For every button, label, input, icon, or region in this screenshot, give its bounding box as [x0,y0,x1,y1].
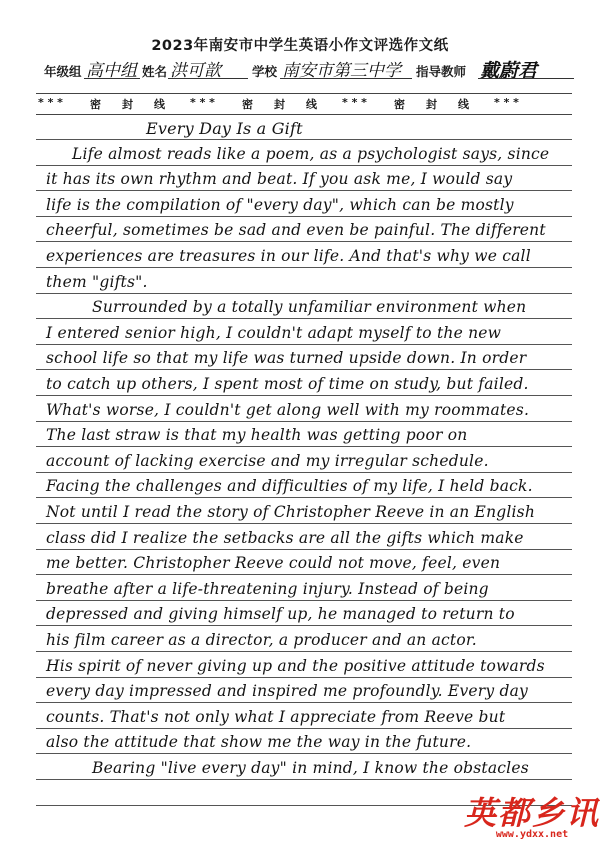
ruled-line [36,421,572,422]
essay-line: me better. Christopher Reeve could not move, feel, even [46,554,501,573]
seal-char-xian: 线 [154,98,165,111]
essay-line: Life almost reads like a poem, as a psychologist says, since [72,144,550,163]
seal-char-xian: 线 [458,98,469,111]
school-underline [280,78,412,79]
seal-char-mi: 密 [394,98,405,111]
essay-line: The last straw is that my health was getting poor on [46,426,468,445]
essay-line: I entered senior high, I couldn't adapt myself to the new [46,323,502,342]
seal-char-feng: 封 [426,98,437,111]
ruled-line [36,293,572,294]
ruled-line [36,753,572,754]
teacher-value: 戴蔚君 [480,60,538,82]
grade-underline [84,78,140,79]
essay-line: life is the compilation of "every day", which can be mostly [46,195,514,214]
ruled-line [36,497,572,498]
essay-line: cheerful, sometimes be sad and even be painful. The different [46,221,546,240]
essay-line: Surrounded by a totally unfamiliar environment when [92,298,527,317]
info-row [44,56,574,82]
essay-line: depressed and giving himself up, he managed to return to [46,605,515,624]
essay-line: also the attitude that show me the way in the future. [46,733,472,752]
watermark-url: www.ydxx.net [495,829,569,840]
ruled-line [36,702,572,703]
seal-char-mi: 密 [90,98,101,111]
essay-line: counts. That's not only what I appreciate from Reeve but [46,707,506,726]
essay-line: to catch up others, I spent most of time on study, but failed. [46,375,529,393]
ruled-line [36,728,572,729]
ruled-line [36,318,572,319]
seal-char-xian: 线 [306,98,317,111]
ruled-line [36,600,572,601]
grade-value: 高中组 [86,61,137,81]
seal-char-feng: 封 [274,98,285,111]
seal-char-mi: 密 [242,98,253,111]
essay-line: his film career as a director, a producer and an actor. [46,631,477,649]
name-label: 姓名 [142,64,168,79]
essay-line: school life so that my life was turned upside down. In order [46,349,527,368]
ruled-line [36,395,572,396]
name-value: 洪可歆 [170,61,221,81]
grade-label: 年级组 [44,64,82,79]
ruled-line [36,677,572,678]
essay-line: every day impressed and inspired me profoundly. Every day [46,682,528,701]
teacher-underline [478,78,574,79]
page-title: 2023年南安市中学生英语小作文评选作文纸 [151,38,449,54]
ruled-line [36,523,572,524]
seal-stars: * * * [38,96,63,109]
ruled-line [36,369,572,370]
ruled-line [36,344,572,345]
ruled-line [36,574,572,575]
ruled-line [36,549,572,550]
ruled-line [36,241,572,242]
essay-line: account of lacking exercise and my irregular schedule. [46,451,489,470]
teacher-label: 指导教师 [416,64,467,79]
ruled-line [36,216,572,217]
ruled-line [36,472,572,473]
essay-line: it has its own rhythm and beat. If you ask me, I would say [46,170,513,189]
essay-line: class did I realize the setbacks are all the gifts which make [46,528,524,547]
ruled-line [36,625,572,626]
seal-rule-top [36,93,572,94]
essay-title: Every Day Is a Gift [146,119,303,138]
seal-stars: * * * [190,96,215,109]
seal-char-feng: 封 [122,98,133,111]
ruled-line [36,651,572,652]
essay-line: Bearing "live every day" in mind, I know the obstacles [92,759,529,777]
school-value: 南安市第三中学 [282,61,401,81]
watermark-text: 英都乡讯 [463,794,600,832]
ruled-line [36,139,572,140]
ruled-line [36,267,572,268]
essay-line: breathe after a life-threatening injury. Instead of being [46,579,489,598]
name-underline [168,78,248,79]
essay-line: Not until I read the story of Christopher Reeve in an English [46,503,536,521]
seal-stars: * * * [342,96,367,109]
ruled-line [36,190,572,191]
seal-line [38,96,572,110]
seal-rule-bottom [36,114,572,115]
essay-line: His spirit of never giving up and the positive attitude towards [46,656,545,675]
ruled-line [36,446,572,447]
essay-line: them "gifts". [46,272,148,291]
seal-stars: * * * [494,96,519,109]
essay-line: Facing the challenges and difficulties of my life, I held back. [46,477,533,496]
watermark-stamp [462,788,600,846]
school-label: 学校 [252,64,278,79]
essay-line: What's worse, I couldn't get along well with my roommates. [46,400,530,419]
essay-line: experiences are treasures in our life. And that's why we call [46,247,531,265]
ruled-line [36,165,572,166]
ruled-line [36,779,572,780]
